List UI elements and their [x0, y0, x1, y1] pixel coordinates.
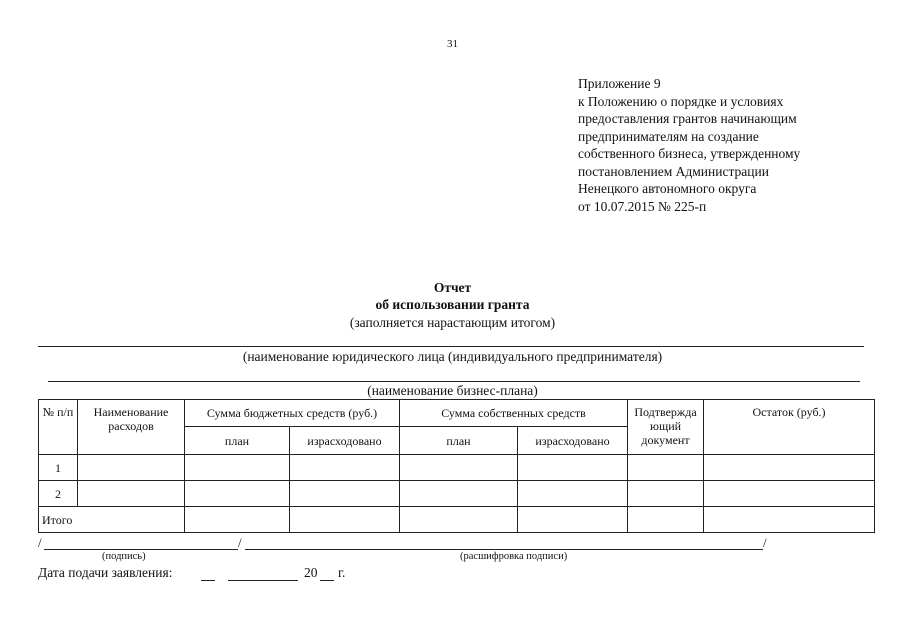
date-year-prefix: 20: [304, 565, 318, 580]
table-cell[interactable]: [518, 481, 628, 507]
date-label: Дата подачи заявления:: [38, 565, 173, 580]
appendix-line: постановлением Администрации: [578, 163, 769, 179]
appendix-block: [578, 75, 878, 215]
table-cell[interactable]: [78, 455, 185, 481]
table-cell[interactable]: [290, 455, 400, 481]
signature-slash: /: [38, 535, 42, 550]
header-document: [628, 400, 704, 455]
table-cell[interactable]: [185, 481, 290, 507]
appendix-line: предпринимателям на создание: [578, 128, 759, 144]
table-row: [39, 481, 875, 507]
appendix-line: от 10.07.2015 № 225-п: [578, 198, 707, 214]
table-row-total: [39, 507, 875, 533]
header-document-line: ющий: [649, 419, 682, 433]
plan-name-line: [48, 381, 860, 382]
signature-decode-line[interactable]: [245, 549, 763, 550]
header-remainder: Остаток (руб.): [704, 400, 875, 455]
total-label: Итого: [39, 507, 185, 533]
table-cell[interactable]: [628, 507, 704, 533]
page-number: 31: [447, 38, 458, 50]
report-title: Отчет: [433, 280, 472, 295]
table-cell[interactable]: [628, 481, 704, 507]
table-cell[interactable]: [704, 481, 875, 507]
header-expense: Наименование расходов: [78, 400, 185, 455]
entity-caption: (наименование юридического лица (индивидуального предпринимателя): [242, 349, 663, 364]
appendix-line: к Положению о порядке и условиях: [578, 93, 784, 109]
subheader-budget-spent: израсходовано: [290, 427, 400, 455]
decode-caption: (расшифровка подписи): [460, 551, 568, 562]
table-cell[interactable]: [185, 507, 290, 533]
subheader-own-plan: план: [400, 427, 518, 455]
row-number: 1: [39, 455, 78, 481]
date-month-blank[interactable]: [228, 580, 298, 581]
subheader-budget-plan: план: [185, 427, 290, 455]
appendix-line: предоставления грантов начинающим: [578, 111, 797, 126]
table-cell[interactable]: [185, 455, 290, 481]
table-cell[interactable]: [704, 455, 875, 481]
table-cell[interactable]: [400, 455, 518, 481]
date-year-suffix: г.: [338, 565, 346, 580]
table-cell[interactable]: [78, 481, 185, 507]
appendix-line: собственного бизнеса, утвержденному: [578, 146, 801, 161]
signature-slash: /: [238, 535, 242, 550]
report-subtitle: об использовании гранта: [375, 297, 530, 312]
header-document-line: Подтвержда: [634, 405, 697, 419]
header-budget-funds: Сумма бюджетных средств (руб.): [185, 400, 400, 427]
plan-caption: (наименование бизнес-плана): [367, 383, 538, 398]
table-cell[interactable]: [290, 507, 400, 533]
appendix-line: Ненецкого автономного округа: [578, 181, 757, 196]
table-cell[interactable]: [518, 455, 628, 481]
header-document-line: документ: [641, 433, 690, 447]
table-cell[interactable]: [290, 481, 400, 507]
signature-slash: /: [763, 535, 767, 550]
header-no: № п/п: [39, 400, 78, 455]
subheader-own-spent: израсходовано: [518, 427, 628, 455]
entity-name-line: [38, 346, 864, 347]
signature-caption: (подпись): [102, 551, 146, 562]
table-cell[interactable]: [400, 481, 518, 507]
table-cell[interactable]: [518, 507, 628, 533]
row-number: 2: [39, 481, 78, 507]
grant-usage-table: [38, 399, 875, 533]
signature-line[interactable]: [44, 549, 238, 550]
table-cell[interactable]: [628, 455, 704, 481]
table-cell[interactable]: [400, 507, 518, 533]
appendix-line: Приложение 9: [578, 76, 661, 91]
table-cell[interactable]: [704, 507, 875, 533]
date-day-blank[interactable]: [201, 580, 215, 581]
date-year-blank[interactable]: [320, 580, 334, 581]
table-row: [39, 455, 875, 481]
header-own-funds: Сумма собственных средств: [400, 400, 628, 427]
report-note: (заполняется нарастающим итогом): [349, 315, 556, 330]
